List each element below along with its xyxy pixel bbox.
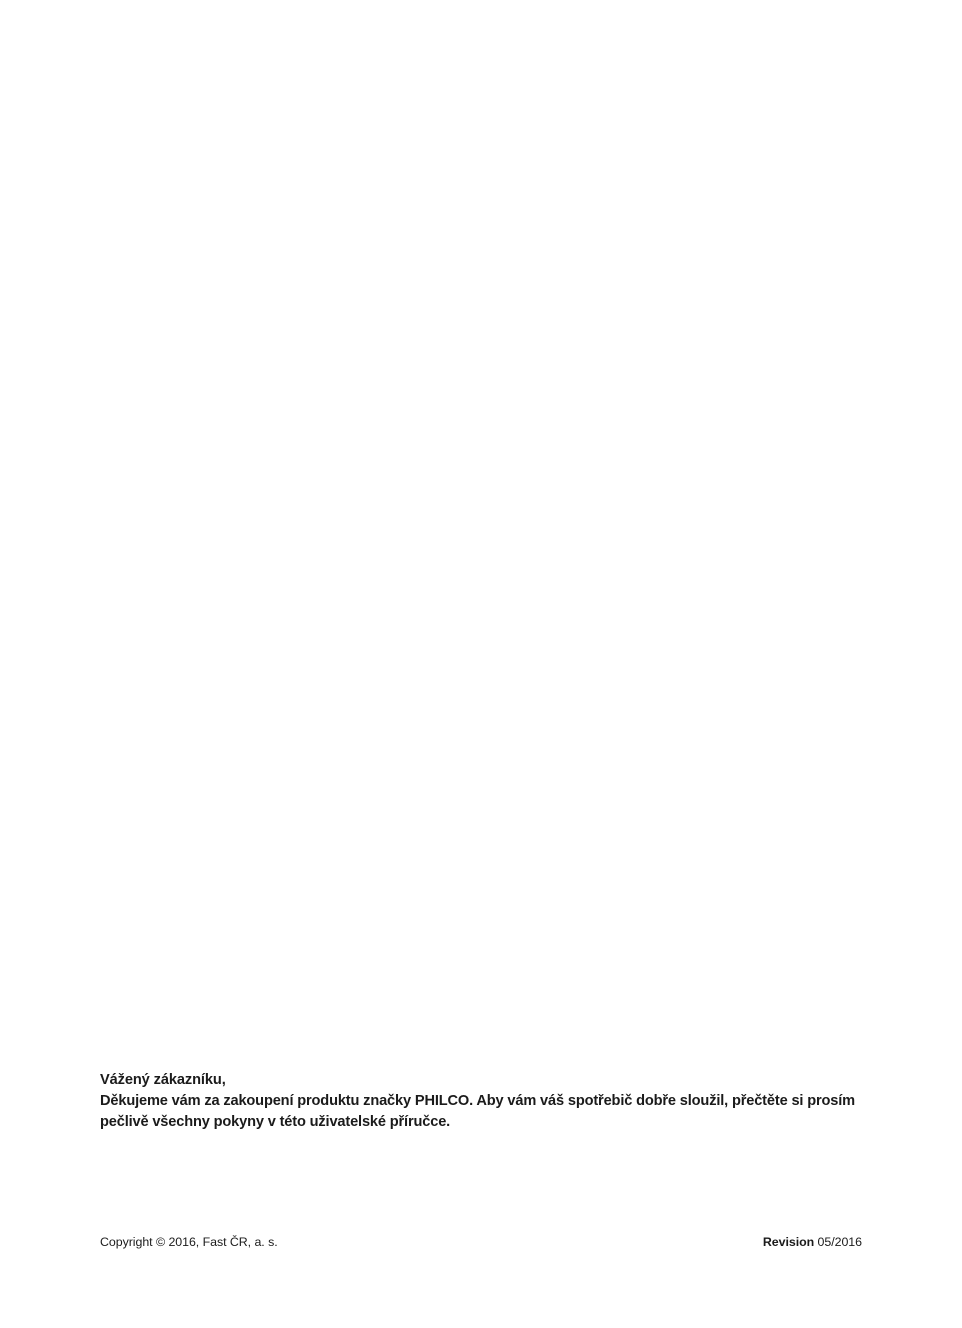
copyright-text: Copyright © 2016, Fast ČR, a. s. xyxy=(100,1235,278,1249)
revision-info xyxy=(763,1235,862,1249)
revision-label: Revision xyxy=(762,1235,815,1249)
greeting-body: Děkujeme vám za zakoupení produktu značky PHILCO. Aby vám váš spotřebič dobře sloužil, přečtěte si prosím pečlivě všechny pokyny v této uživatelské příručce. xyxy=(100,1093,855,1130)
greeting-salutation: Vážený zákazníku, xyxy=(100,1072,226,1088)
revision-value: 05/2016 xyxy=(817,1235,862,1249)
greeting-block xyxy=(100,1070,862,1133)
page-footer xyxy=(100,1235,862,1249)
